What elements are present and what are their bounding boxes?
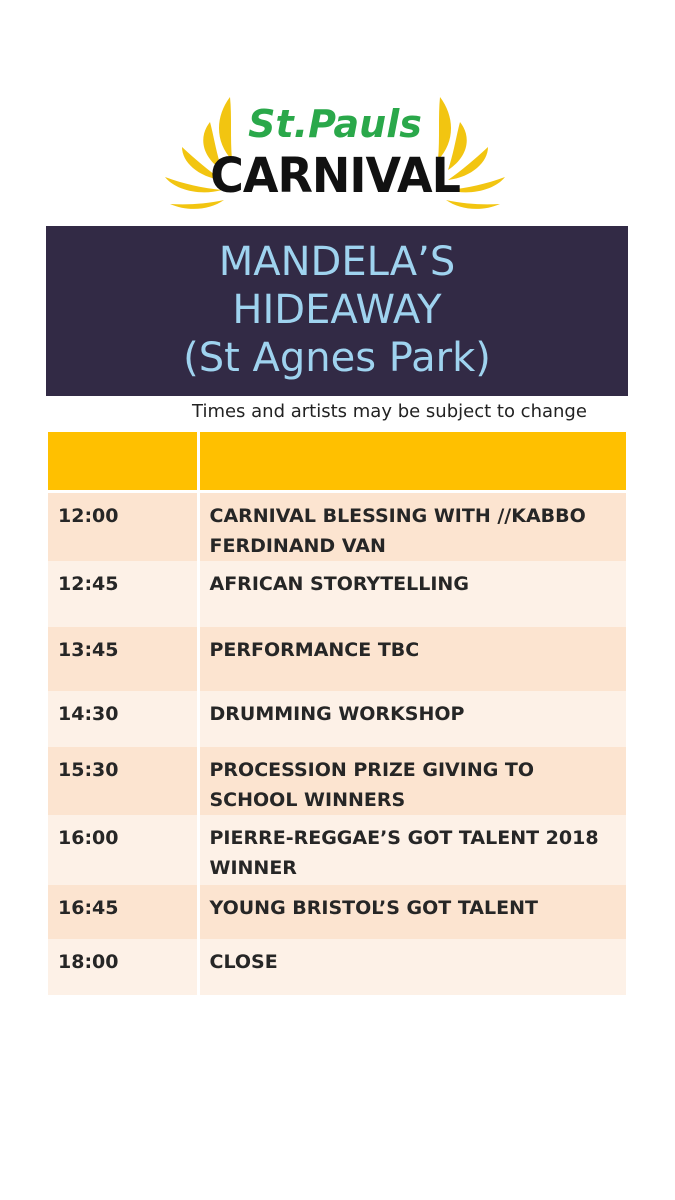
table-row bbox=[48, 561, 626, 627]
table-row bbox=[48, 627, 626, 691]
event-cell: YOUNG BRISTOL’S GOT TALENT bbox=[198, 885, 626, 939]
time-cell: 16:45 bbox=[48, 885, 198, 939]
event-cell: CARNIVAL BLESSING WITH //KABBO FERDINAND VAN bbox=[198, 492, 626, 562]
carnival-logo bbox=[160, 92, 510, 217]
time-cell: 14:30 bbox=[48, 691, 198, 747]
logo-carnival: CARNIVAL bbox=[210, 146, 460, 204]
table-row bbox=[48, 939, 626, 995]
venue-subtitle: (St Agnes Park) bbox=[183, 335, 491, 381]
table-header-row bbox=[48, 432, 626, 492]
event-cell: PIERRE-REGGAE’S GOT TALENT 2018 WINNER bbox=[198, 815, 626, 885]
time-cell: 15:30 bbox=[48, 747, 198, 815]
header-cell-event bbox=[198, 432, 626, 492]
venue-title-line-1: MANDELA’S bbox=[218, 239, 456, 285]
event-cell: CLOSE bbox=[198, 939, 626, 995]
header-cell-time bbox=[48, 432, 198, 492]
time-cell: 12:00 bbox=[48, 492, 198, 562]
event-cell: PROCESSION PRIZE GIVING TO SCHOOL WINNERS bbox=[198, 747, 626, 815]
venue-title-line-2: HIDEAWAY bbox=[232, 287, 442, 333]
change-notice: Times and artists may be subject to change bbox=[192, 401, 587, 422]
schedule-table bbox=[48, 432, 626, 995]
time-cell: 16:00 bbox=[48, 815, 198, 885]
event-cell: PERFORMANCE TBC bbox=[198, 627, 626, 691]
event-cell: DRUMMING WORKSHOP bbox=[198, 691, 626, 747]
table-row bbox=[48, 691, 626, 747]
table-row bbox=[48, 747, 626, 815]
table-row bbox=[48, 885, 626, 939]
time-cell: 12:45 bbox=[48, 561, 198, 627]
venue-title-banner bbox=[46, 226, 628, 396]
logo-st-pauls: St.Pauls bbox=[248, 102, 422, 146]
table-row bbox=[48, 492, 626, 562]
time-cell: 18:00 bbox=[48, 939, 198, 995]
time-cell: 13:45 bbox=[48, 627, 198, 691]
event-cell: AFRICAN STORYTELLING bbox=[198, 561, 626, 627]
table-row bbox=[48, 815, 626, 885]
